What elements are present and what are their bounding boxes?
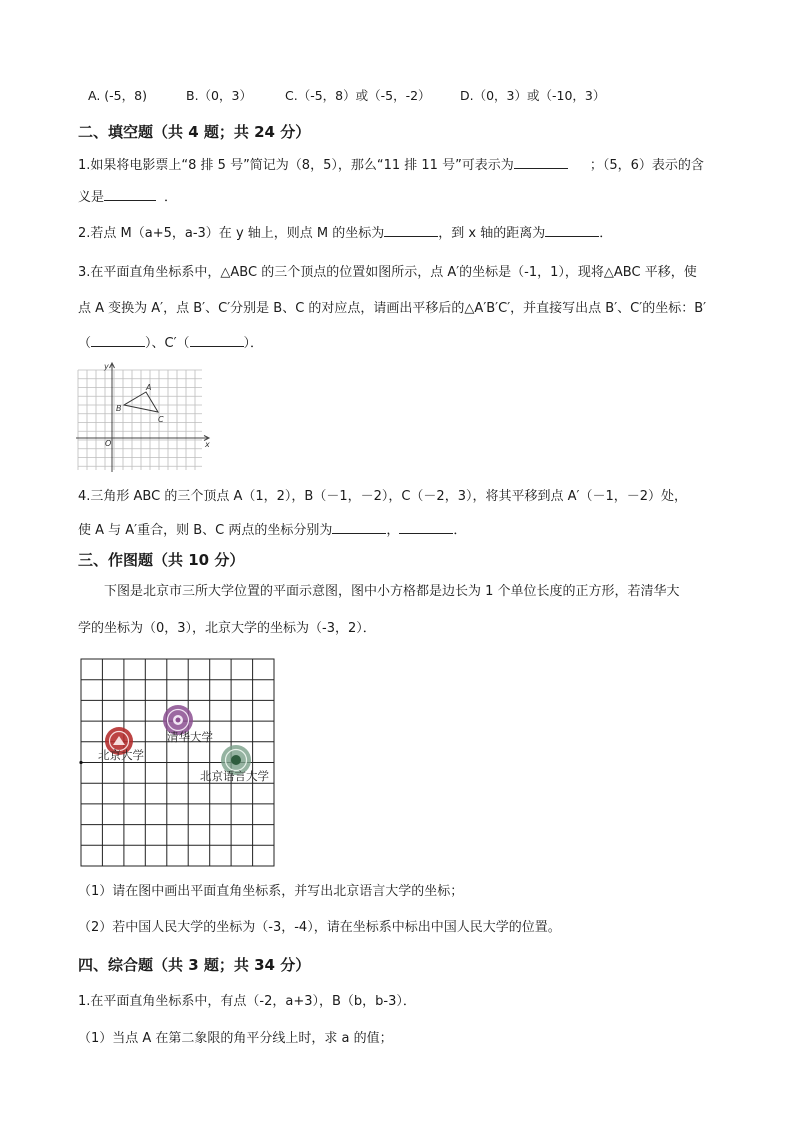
q2-2-text-b: ，到 x 轴的距离为: [438, 226, 546, 241]
answer-blank: [190, 332, 244, 347]
q2-3-text-a: （: [78, 336, 92, 351]
answer-blank: [514, 154, 568, 169]
q2-2-text-c: ．: [599, 226, 613, 241]
q2-4-line1: 4.三角形 ABC 的三个顶点 A（1，2），B（－1，－2），C（－2，3），将其平移到点 A′（－1，－2）处，: [78, 489, 687, 504]
section4-heading: 四、综合题（共 3 题；共 34 分）: [78, 956, 311, 974]
q2-1-line2: [78, 186, 177, 208]
choice-a: A. (-5，8): [88, 88, 147, 103]
university-map-figure: [76, 654, 286, 870]
section3-intro-line1: 下图是北京市三所大学位置的平面示意图，图中小方格都是边长为 1 个单位长度的正方形，若清华大: [104, 584, 680, 599]
point-c-label: C: [158, 415, 164, 424]
q2-4-text-b: ，: [386, 523, 400, 538]
q2-3-line3: [78, 332, 263, 354]
origin-label: O: [105, 439, 112, 448]
answer-blank: [384, 222, 438, 237]
answer-blank: [91, 332, 145, 347]
q2-4-text-a: 使 A 与 A′重合，则 B、C 两点的坐标分别为: [78, 523, 333, 538]
answer-blank: [545, 222, 599, 237]
y-axis-label: y: [104, 362, 109, 371]
q2-1-text-a: 1.如果将电影票上“8 排 5 号”简记为（8，5），那么“11 排 11 号”可表示为: [78, 158, 514, 173]
section3-sub2: （2）若中国人民大学的坐标为（-3，-4），请在坐标系中标出中国人民大学的位置。: [78, 920, 561, 935]
section2-heading: 二、填空题（共 4 题；共 24 分）: [78, 123, 311, 141]
q2-1-text-c: 义是: [78, 190, 105, 205]
choice-d: D.（0，3）或（-10，3）: [460, 88, 606, 103]
q2-2-line: [78, 222, 612, 244]
q4-1-sub1: （1）当点 A 在第二象限的角平分线上时，求 a 的值；: [78, 1031, 393, 1046]
answer-blank: [399, 519, 453, 534]
blcu-label: 北京语言大学: [200, 769, 269, 783]
q2-3-line2: 点 A 变换为 A′，点 B′、C′分别是 B、C 的对应点，请画出平移后的△A′B′C′，并直接写出点 B′、C′的坐标：B′: [78, 301, 707, 316]
choice-b: B.（0，3）: [186, 88, 252, 103]
point-b-label: B: [116, 404, 122, 413]
section3-intro-line2: 学的坐标为（0，3），北京大学的坐标为（-3，2）．: [78, 621, 376, 636]
answer-blank: [104, 186, 156, 201]
x-axis-label: x: [205, 440, 210, 449]
q2-2-text-a: 2.若点 M（a+5，a-3）在 y 轴上，则点 M 的坐标为: [78, 226, 385, 241]
section3-sub1: （1）请在图中画出平面直角坐标系，并写出北京语言大学的坐标；: [78, 884, 464, 899]
answer-blank: [332, 519, 386, 534]
tsinghua-label: 清华大学: [167, 730, 213, 744]
triangle-grid-figure: [74, 360, 214, 474]
choice-c: C.（-5，8）或（-5，-2）: [285, 88, 431, 103]
q2-1-text-d: ．: [164, 190, 178, 205]
q2-3-line1: 3.在平面直角坐标系中，△ABC 的三个顶点的位置如图所示，点 A′的坐标是（-1，1），现将△ABC 平移，使: [78, 265, 697, 280]
q2-1-line1: [78, 154, 704, 176]
q2-4-line2: [78, 519, 466, 541]
q2-3-text-c: ）．: [243, 336, 264, 351]
q2-4-text-c: ．: [453, 523, 467, 538]
peking-label: 北京大学: [98, 748, 144, 762]
q4-1-line: 1.在平面直角坐标系中，有点（-2，a+3），B（b，b-3）．: [78, 994, 416, 1009]
peking-point-marker: [79, 761, 82, 764]
q2-3-text-b: ）、C′（: [145, 336, 190, 351]
point-a-label: A: [146, 383, 152, 392]
section3-heading: 三、作图题（共 10 分）: [78, 551, 245, 569]
q2-1-text-b: ；（5，6）表示的含: [589, 158, 704, 173]
